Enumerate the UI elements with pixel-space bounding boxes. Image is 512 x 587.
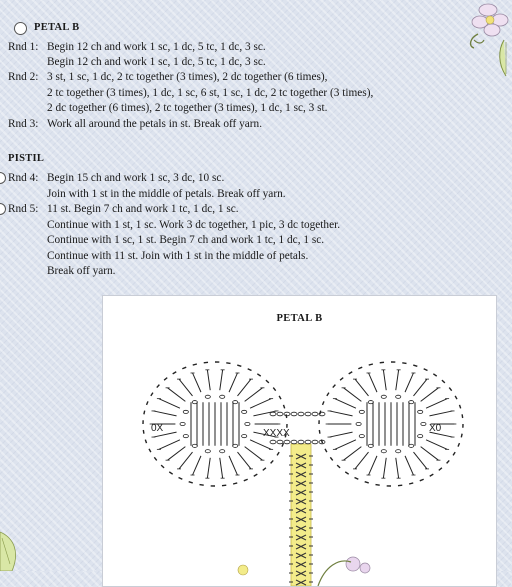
petal-b-heading: PETAL B (34, 21, 79, 35)
chart-title: PETAL B (103, 313, 496, 324)
rnd-4-label: Rnd 4: (8, 171, 38, 185)
rnd-5-line-1: 11 st. Begin 7 ch and work 1 tc, 1 dc, 1 sc. (47, 202, 239, 216)
pistil-heading: PISTIL (8, 152, 44, 166)
rnd-2-line-2: 2 tc together (3 times), 1 dc, 1 sc, 6 st, 1 sc, 1 dc, 2 tc together (3 times), (47, 86, 373, 100)
rnd-4-line-1: Begin 15 ch and work 1 sc, 3 dc, 10 sc. (47, 171, 224, 185)
radio-circle-icon (0, 172, 6, 184)
rnd-2-label: Rnd 2: (8, 70, 38, 84)
flower-decoration-icon (448, 0, 512, 80)
rnd-5-line-2: Continue with 1 st, 1 sc. Work 3 dc together, 1 pic, 3 dc together. (47, 218, 340, 232)
rnd-2-line-3: 2 dc together (6 times), 2 tc together (3 times), 1 dc, 1 sc, 3 st. (47, 101, 327, 115)
rnd-3-label: Rnd 3: (8, 117, 38, 131)
left-petal-diagram (143, 362, 287, 486)
right-mark-label: X0 (429, 423, 442, 434)
rnd-5-line-4: Continue with 11 st. Join with 1 st in the middle of petals. (47, 249, 308, 263)
leaf-decoration-icon (0, 528, 24, 571)
rnd-2-line-1: 3 st, 1 sc, 1 dc, 2 tc together (3 times), 2 dc together (6 times), (47, 70, 327, 84)
left-mark-label: 0X (151, 423, 164, 434)
rnd-1-line-1: Begin 12 ch and work 1 sc, 1 dc, 5 tc, 1 dc, 3 sc. (47, 40, 266, 54)
right-petal-diagram (319, 362, 463, 486)
rnd-1-line-2: Begin 12 ch and work 1 sc, 1 dc, 5 tc, 1 dc, 3 sc. (47, 55, 266, 69)
radio-circle-icon (14, 22, 27, 35)
crochet-chart-diagram (103, 296, 496, 586)
center-mark-label: XXXX (263, 428, 290, 439)
crochet-chart-panel (102, 295, 497, 587)
rnd-5-label: Rnd 5: (8, 202, 38, 216)
rnd-3-line-1: Work all around the petals in st. Break off yarn. (47, 117, 262, 131)
rnd-1-label: Rnd 1: (8, 40, 38, 54)
rnd-4-line-2: Join with 1 st in the middle of petals. Break off yarn. (47, 187, 286, 201)
rnd-5-line-5: Break off yarn. (47, 264, 116, 278)
rnd-5-line-3: Continue with 1 sc, 1 st. Begin 7 ch and work 1 tc, 1 dc, 1 sc. (47, 233, 324, 247)
radio-circle-icon (0, 203, 6, 215)
